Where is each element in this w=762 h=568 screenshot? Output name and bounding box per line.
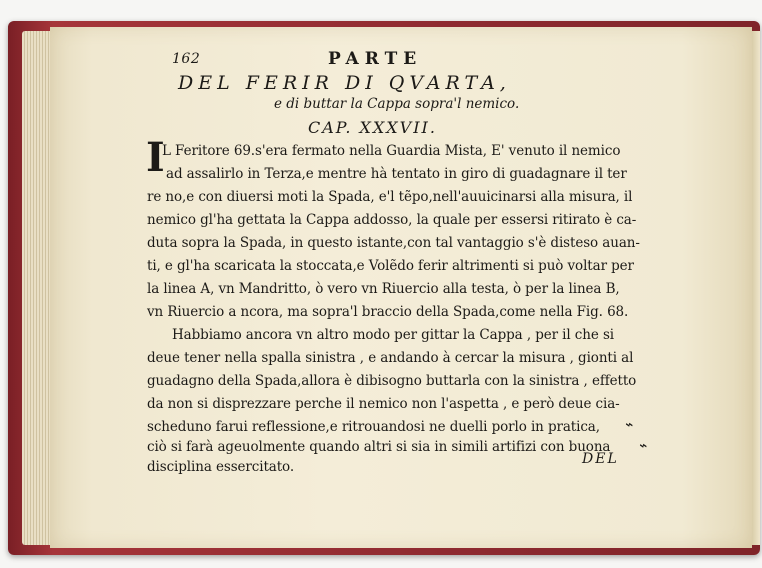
text-line: nemico gl'ha gettata la Cappa addosso, la quale per essersi ritirato è ca- [147, 212, 637, 228]
part-heading: PARTE [328, 49, 423, 69]
drop-cap: I [146, 134, 165, 181]
chapter-number: CAP. XXXVII. [308, 118, 437, 137]
text-line: la linea A, vn Mandritto, ò vero vn Riuercio alla testa, ò per la linea B, [147, 281, 620, 297]
text-line: vn Riuercio a ncora, ma sopra'l braccio della Spada,come nella Fig. 68. [147, 304, 629, 320]
page-number: 162 [172, 51, 201, 67]
chapter-title: DEL FERIR DI QVARTA, [178, 72, 511, 94]
catchword: DEL [582, 451, 619, 467]
text-line: scheduno farui reflessione,e ritrouandosi ne duelli porlo in pratica, [147, 419, 600, 435]
text-line: re no,e con diuersi moti la Spada, e'l tẽpo,nell'auuicinarsi alla misura, il [147, 189, 633, 205]
text-line: deue tener nella spalla sinistra , e andando à cercar la misura , gionti al [147, 350, 634, 366]
text-line: guadagno della Spada,allora è dibisogno buttarla con la sinistra , effetto [147, 373, 637, 389]
text-line: disciplina essercitato. [147, 459, 295, 475]
text-line: ti, e gl'ha scaricata la stoccata,e Volẽdo ferir altrimenti si può voltar per [147, 258, 634, 274]
chapter-subtitle: e di buttar la Cappa sopra'l nemico. [274, 96, 520, 112]
text-line: ciò si farà ageuolmente quando altri si sia in simili artifizi con buona [147, 439, 611, 455]
text-line: ad assalirlo in Terza,e mentre hà tentato in giro di guadagnare il ter [166, 166, 627, 182]
text-line: da non si disprezzare perche il nemico non l'aspetta , e però deue cia- [147, 396, 620, 412]
book-page [50, 27, 752, 548]
text-line: L Feritore 69.s'era fermato nella Guardia Mista, E' venuto il nemico [162, 143, 621, 159]
facing-page-edge [752, 31, 760, 545]
flourish-mark: ⌁ [638, 438, 647, 454]
text-line: duta sopra la Spada, in questo istante,con tal vantaggio s'è disteso auan- [147, 235, 640, 251]
text-line: Habbiamo ancora vn altro modo per gittar la Cappa , per il che si [172, 327, 614, 343]
flourish-mark: ⌁ [624, 417, 633, 433]
